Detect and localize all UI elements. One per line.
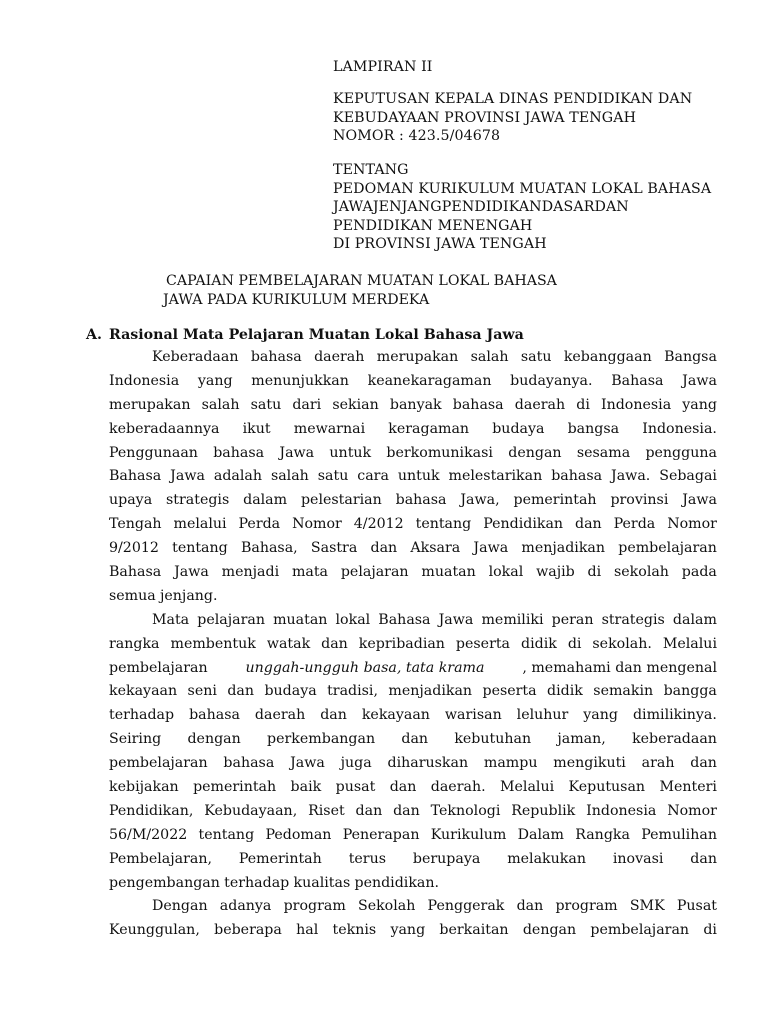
section-letter: A. [86, 327, 102, 343]
tentang-line-justified [333, 198, 725, 217]
word: Perda [238, 516, 281, 533]
word: muatan [273, 611, 328, 628]
word: di [587, 564, 602, 581]
word: berkaitan [439, 922, 509, 939]
text-line [109, 680, 717, 704]
text-line [109, 728, 717, 752]
word: Tengah [109, 516, 162, 533]
word: Nomor [667, 802, 717, 819]
word: tentang [172, 540, 228, 557]
word: mampu [483, 755, 538, 772]
text-line [109, 752, 717, 776]
word: dan [389, 779, 417, 796]
tentang-line: DI PROVINSI JAWA TENGAH [333, 236, 547, 252]
word: pemerintah [513, 492, 597, 509]
word: pembelajaran [590, 922, 690, 939]
word: satu [520, 349, 552, 365]
word: Bahasa [378, 611, 431, 628]
word: Kebudayaan, [204, 802, 298, 819]
text-line [109, 489, 717, 513]
tentang-block [333, 161, 725, 254]
text-segment: pembelajaran [109, 659, 208, 676]
text-line [109, 418, 717, 442]
word: baik [290, 779, 322, 796]
word: di [576, 396, 590, 413]
word: Pendidikan [483, 516, 564, 533]
text-line [109, 370, 717, 394]
lampiran-label [333, 58, 725, 77]
word: di [703, 922, 717, 939]
word: tentang [415, 516, 472, 533]
body-text [109, 346, 717, 943]
word: menjadikan [521, 540, 606, 557]
word: Indonesia [109, 372, 180, 389]
text-line [109, 346, 717, 370]
word: keberadaannya [109, 420, 220, 437]
word: dan [355, 802, 383, 819]
word: satu [250, 396, 282, 413]
word: Menteri [659, 779, 717, 796]
word: dan [320, 707, 347, 724]
word: melalui [173, 516, 227, 533]
word: menunjukkan [251, 372, 349, 389]
word: Teknologi [430, 802, 501, 819]
word: warisan [444, 707, 502, 724]
word: daerah [514, 396, 566, 413]
word: daerah [314, 349, 365, 365]
word: Indonesia [586, 802, 657, 819]
word: lokal [335, 611, 371, 628]
tentang-line: PENDIDIKAN MENENGAH [333, 217, 533, 234]
text-line [109, 537, 717, 561]
word: keberadaan [632, 731, 717, 748]
keputusan-line: KEPUTUSAN KEPALA DINAS PENDIDIKAN DAN [333, 91, 693, 107]
word: bahasa [551, 468, 603, 485]
word: pusat [335, 779, 376, 796]
word: keragaman [388, 420, 470, 437]
word: dan [393, 802, 420, 819]
word: untuk [329, 444, 372, 461]
text-line [109, 704, 717, 728]
text-line [109, 848, 717, 872]
word: pelajaran [340, 564, 409, 581]
word: strategis [166, 492, 230, 509]
word: memiliki [481, 611, 544, 628]
word: adanya [219, 898, 272, 915]
word: Seiring [109, 731, 162, 748]
word: merupakan [376, 349, 459, 365]
word: dan [227, 683, 255, 700]
word: Jawa. [611, 468, 651, 485]
word: yang [197, 372, 233, 389]
word: dengan [522, 922, 577, 939]
word: ikut [242, 420, 271, 437]
tentang-line: PEDOMAN KURIKULUM MUATAN LOKAL BAHASA [333, 180, 712, 197]
word: Pedoman [265, 826, 332, 843]
word: menjadi [221, 564, 280, 581]
text-segment: , memahami dan mengenal [522, 659, 717, 676]
word: arah [641, 755, 675, 772]
word: Pendidikan, [109, 802, 194, 819]
word: Jawa [174, 564, 209, 581]
word: Jawa [682, 492, 717, 509]
word: Sastra [310, 540, 358, 557]
word: jaman, [557, 731, 606, 748]
text-line [109, 465, 717, 489]
word: Keunggulan, [109, 922, 200, 939]
word: menjadikan [388, 683, 473, 700]
word: salah [470, 349, 509, 365]
word: bangsa [567, 420, 620, 437]
word: peran [551, 611, 594, 628]
word: bahasa [223, 755, 275, 772]
word: dimilikinya. [632, 707, 717, 724]
word: watak [266, 635, 311, 652]
word: semakin [593, 683, 654, 700]
word: Dengan [152, 898, 208, 915]
word: DASAR [541, 199, 595, 215]
word: Keberadaan [152, 349, 239, 365]
word: kebutuhan [454, 731, 532, 748]
word: pemerintah [193, 779, 277, 796]
word: jenjang. [159, 587, 218, 604]
word: dalam [672, 611, 717, 628]
word: pada [681, 564, 717, 581]
word: Pembelajaran, [109, 850, 212, 867]
word: teknis [332, 922, 377, 939]
text-line [109, 513, 717, 537]
word: banyak [389, 396, 442, 413]
word: dengan [508, 444, 562, 461]
word: bahasa [189, 707, 240, 724]
word: dan [401, 731, 429, 748]
word: pendidikan. [354, 874, 440, 891]
word: strategis [601, 611, 665, 628]
word: seni [187, 683, 217, 700]
word: perkembangan [267, 731, 376, 748]
word: program [283, 898, 346, 915]
word: sekolah [614, 564, 669, 581]
word: daerah [254, 707, 306, 724]
word: Republik [511, 802, 576, 819]
word: budaya [492, 420, 545, 437]
text-line [109, 776, 717, 800]
word: SMK [629, 898, 665, 915]
word: PENDIDIKAN [441, 199, 542, 215]
word: untuk [397, 468, 440, 485]
word: cara [357, 468, 389, 485]
word: pelajaran [197, 611, 265, 628]
word: kekayaan [361, 707, 430, 724]
word: dari [292, 396, 322, 413]
keputusan-number: NOMOR : 423.5/04678 [333, 128, 501, 144]
text-line [109, 800, 717, 824]
word: Aksara [410, 540, 461, 557]
word: di [567, 635, 582, 652]
text-line [109, 442, 717, 466]
title-line-2: JAWA PADA KURIKULUM MERDEKA [163, 292, 430, 308]
word: bahasa [213, 444, 265, 461]
word: pembelajaran [109, 755, 208, 772]
word: 56/M/2022 [109, 826, 188, 843]
word: pelestarian [300, 492, 382, 509]
word: pembelajaran [618, 540, 717, 557]
word: muatan [421, 564, 476, 581]
word: sekolah. [592, 635, 652, 652]
word: program [555, 898, 618, 915]
word: Sekolah [357, 898, 416, 915]
document-title [163, 272, 603, 310]
text-line-with-emphasis [109, 657, 717, 681]
word: yang [583, 707, 618, 724]
word: upaya [109, 492, 153, 509]
word: 4/2012 [353, 516, 404, 533]
word: Jawa [170, 468, 205, 485]
word: tradisi, [327, 683, 378, 700]
word: Pemulihan [641, 826, 717, 843]
word: wajib [536, 564, 575, 581]
word: Riset [308, 802, 345, 819]
word: peserta [482, 683, 537, 700]
word: sekian [332, 396, 379, 413]
word: Bahasa, [240, 540, 298, 557]
word: yang [682, 396, 717, 413]
text-line [109, 561, 717, 585]
text-line [109, 895, 717, 919]
word: didik [521, 635, 557, 652]
word: mewarnai [293, 420, 366, 437]
word: DAN [594, 199, 629, 215]
word: leluhur [516, 707, 569, 724]
word: kualitas [293, 874, 351, 891]
word: terus [348, 850, 386, 867]
word: Jawa, [460, 492, 500, 509]
tentang-label: TENTANG [333, 162, 409, 178]
word: berupaya [412, 850, 481, 867]
word: merupakan [109, 396, 191, 413]
word: pengguna [645, 444, 717, 461]
word: dengan [187, 731, 241, 748]
word: adalah [213, 468, 262, 485]
word: Penggunaan [109, 444, 198, 461]
word: dan [370, 540, 398, 557]
word: Jawa [473, 540, 509, 557]
word: pengembangan [109, 874, 220, 891]
word: Sebagai [659, 468, 717, 485]
word: semua [109, 587, 156, 604]
word: Indonesia. [642, 420, 717, 437]
word: bahasa [250, 349, 302, 365]
text-line [109, 609, 717, 633]
word: Penerapan [342, 826, 420, 843]
word: daerah. [430, 779, 486, 796]
word: Nomor [292, 516, 342, 533]
word: Dalam [517, 826, 564, 843]
word: provinsi [610, 492, 669, 509]
word: Jawa [279, 444, 315, 461]
word: peserta [455, 635, 511, 652]
word: Mata [152, 611, 190, 628]
word: Rangka [575, 826, 630, 843]
word: melestarikan [448, 468, 543, 485]
word: hal [296, 922, 319, 939]
word: dalam [243, 492, 288, 509]
word: dan [690, 755, 717, 772]
title-line-1: CAPAIAN PEMBELAJARAN MUATAN LOKAL BAHASA [166, 273, 557, 289]
word: dan [575, 516, 602, 533]
word: Pusat [676, 898, 717, 915]
word: kepribadian [358, 635, 445, 652]
word: yang [390, 922, 426, 939]
keputusan-line: KEBUDAYAAN PROVINSI JAWA TENGAH [333, 109, 637, 126]
word: Kurikulum [430, 826, 507, 843]
word: kekayaan [109, 683, 178, 700]
word: Bangsa [664, 349, 717, 365]
word: Bahasa [109, 564, 162, 581]
word: terhadap [109, 707, 175, 724]
section-heading-text: Rasional Mata Pelajaran Muatan Lokal Bahasa Jawa [109, 327, 524, 343]
word: salah [270, 468, 309, 485]
word: terhadap [224, 874, 290, 891]
word: mata [291, 564, 329, 581]
word: 9/2012 [109, 540, 159, 557]
word: salah [201, 396, 240, 413]
word: JAWA [333, 199, 373, 215]
word: Jawa [290, 755, 325, 772]
word: bangga [663, 683, 717, 700]
text-line [109, 824, 717, 848]
word: dan [516, 898, 544, 915]
word: budaya [264, 683, 317, 700]
text-line [109, 394, 717, 418]
word: beberapa [214, 922, 282, 939]
emphasis-text: unggah-ungguh basa, tata krama [245, 659, 485, 676]
word: juga [340, 755, 372, 772]
word: berkomunikasi [386, 444, 493, 461]
keputusan-block [333, 90, 725, 146]
word: kebijakan [109, 779, 179, 796]
word: Pemerintah [238, 850, 322, 867]
word: Indonesia [600, 396, 672, 413]
word: Keputusan [568, 779, 646, 796]
lampiran-text: LAMPIRAN II [333, 59, 433, 75]
text-line [109, 633, 717, 657]
word: lokal [488, 564, 524, 581]
word: dan [321, 635, 348, 652]
word: didik [547, 683, 583, 700]
word: diharuskan [387, 755, 469, 772]
word: Nomor [667, 516, 717, 533]
word: inovasi [612, 850, 664, 867]
word: dan [690, 850, 717, 867]
word: membentuk [170, 635, 256, 652]
text-line [109, 872, 717, 896]
text-line [109, 585, 717, 609]
word: satu [317, 468, 349, 485]
word: kebanggaan [563, 349, 652, 365]
section-heading [86, 327, 524, 343]
word: tentang [198, 826, 255, 843]
word: Perda [613, 516, 656, 533]
word: JENJANG [372, 199, 442, 215]
word: keanekaragaman [367, 372, 492, 389]
word: Melalui [499, 779, 555, 796]
word: mengikuti [553, 755, 626, 772]
text-line [109, 919, 717, 943]
word: Penggerak [427, 898, 505, 915]
word: bahasa [452, 396, 504, 413]
word: rangka [109, 635, 160, 652]
word: budayanya. [510, 372, 593, 389]
word: Bahasa [109, 468, 162, 485]
word: Melalui [662, 635, 717, 652]
word: Bahasa [611, 372, 664, 389]
word: bahasa [395, 492, 447, 509]
word: Jawa [682, 372, 717, 389]
word: melakukan [507, 850, 586, 867]
word: Jawa [438, 611, 474, 628]
word: sesama [576, 444, 631, 461]
